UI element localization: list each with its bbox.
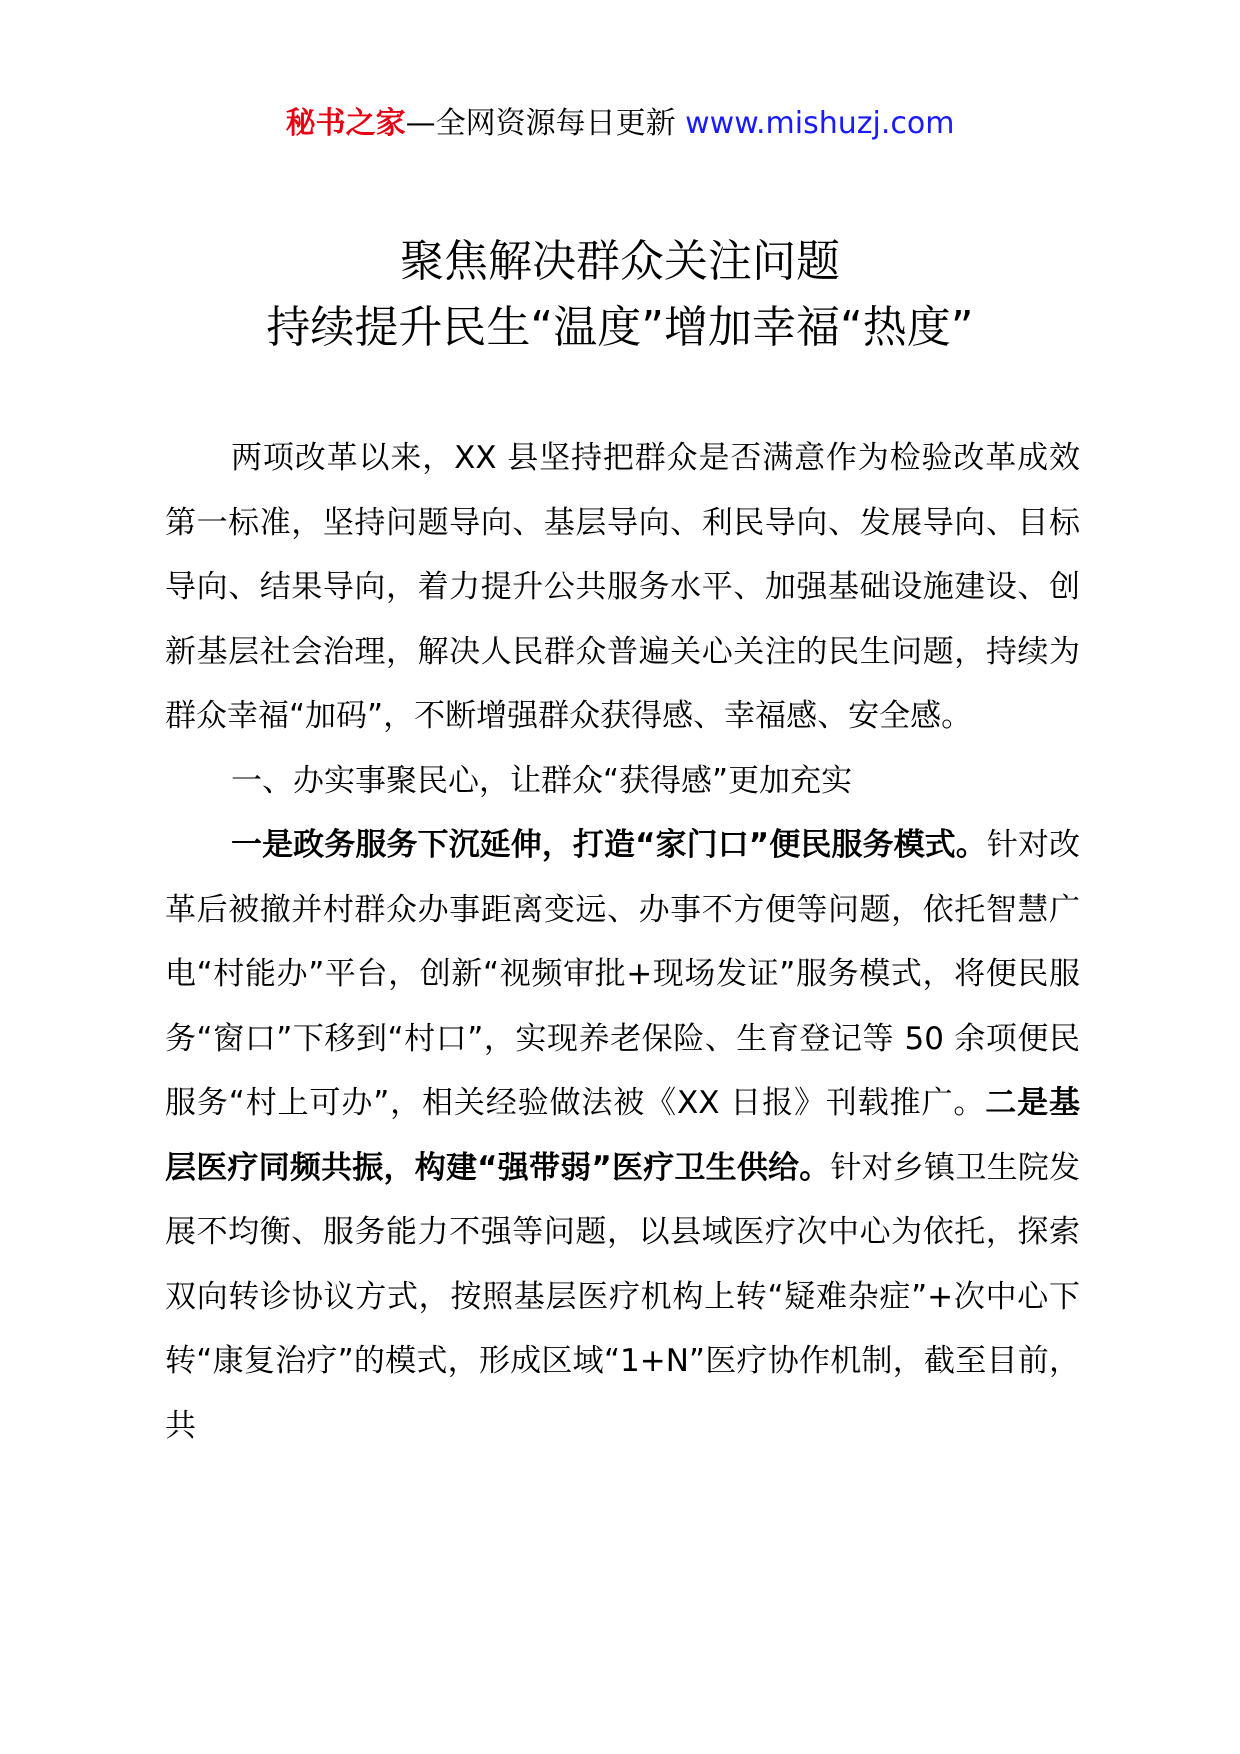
point-1-text: 针对改革后被撤并村群众办事距离变远、办事不方便等问题，依托智慧广电“村能办”平台，创新“视频审批+现场发证”服务模式，将便民服务“窗口”下移到“村口”，实现养老保险、生育登记等 50 余项便民服务“村上可办”，相关经验做法被《XX 日报》刊载推广。 xyxy=(165,827,1081,1121)
section-heading: 一、办实事聚民心，让群众“获得感”更加充实 xyxy=(231,762,853,799)
point-1-heading: 一是政务服务下沉延伸，打造“家门口”便民服务模式。 xyxy=(231,827,987,863)
document-body xyxy=(165,426,1080,1458)
document-title-line-1: 聚焦解决群众关注问题 xyxy=(400,236,840,287)
point-2-text: 针对乡镇卫生院发展不均衡、服务能力不强等问题，以县域医疗次中心为依托，探索双向转诊协议方式，按照基层医疗机构上转“疑难杂症”+次中心下转“康复治疗”的模式，形成区域“1+N”医疗协作机制，截至目前，共 xyxy=(165,1149,1081,1444)
brand-name: 秘书之家 xyxy=(285,106,406,141)
document-title-line-2: 持续提升民生“温度”增加幸福“热度” xyxy=(266,302,974,353)
site-header xyxy=(0,100,1240,148)
site-url[interactable]: www.mishuzj.com xyxy=(685,106,955,141)
intro-paragraph: 两项改革以来，XX 县坚持把群众是否满意作为检验改革成效第一标准，坚持问题导向、基层导向、利民导向、发展导向、目标导向、结果导向，着力提升公共服务水平、加强基础设施建设、创新基层社会治理，解决人民群众普遍关心关注的民生问题，持续为群众幸福“加码”，不断增强群众获得感、幸福感、安全感。 xyxy=(165,440,1080,734)
header-slogan: —全网资源每日更新 xyxy=(405,106,686,141)
content-paragraph xyxy=(165,813,1080,1458)
point-2-heading: 二是基层医疗同频共振，构建“强带弱”医疗卫生供给。 xyxy=(165,1085,1081,1186)
